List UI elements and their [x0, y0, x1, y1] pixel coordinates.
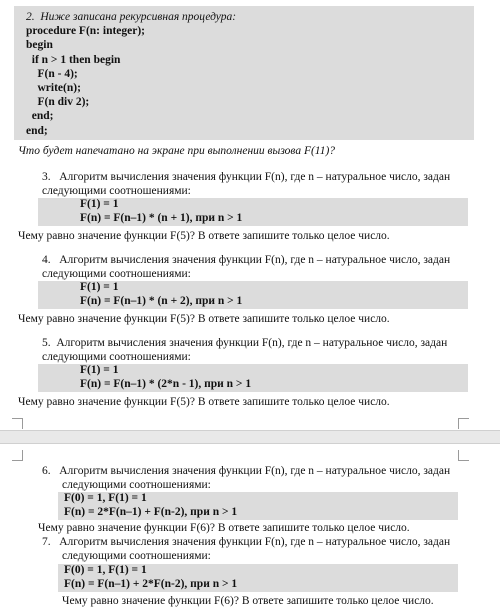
task-2-question: Что будет напечатано на экране при выполнении вызова F(11)? [18, 145, 336, 157]
formula-line: F(1) = 1 [80, 364, 119, 376]
code-line: F(n - 4); [26, 67, 78, 80]
task-3-formula-box [38, 198, 468, 226]
page-corner-mark [12, 450, 23, 461]
document-page-2 [0, 444, 500, 612]
task-3-question: Чему равно значение функции F(5)? В ответе запишите только целое число. [18, 230, 390, 242]
task-3-intro-cont: следующими соотношениями: [42, 185, 191, 197]
code-line: F(n div 2); [26, 96, 90, 109]
task-4-question: Чему равно значение функции F(5)? В ответе запишите только целое число. [18, 313, 390, 325]
formula-line: F(n) = F(n–1) * (n + 2), при n > 1 [80, 294, 243, 307]
task-7-formula-box [58, 564, 458, 592]
task-6-intro: 6. Алгоритм вычисления значения функции F(n), где n – натуральное число, задан [42, 465, 451, 477]
task-4-intro: 4. Алгоритм вычисления значения функции F(n), где n – натуральное число, задан [42, 254, 451, 266]
formula-line: F(1) = 1 [80, 281, 119, 293]
formula-line: F(n) = F(n–1) * (n + 1), при n > 1 [80, 211, 243, 224]
code-line: procedure F(n: integer); [26, 25, 146, 38]
task-6-formula-box [58, 492, 458, 520]
task-2-heading: 2. Ниже записана рекурсивная процедура: [26, 11, 237, 23]
task-7-question: Чему равно значение функции F(6)? В ответе запишите только целое число. [62, 595, 434, 607]
formula-line: F(1) = 1 [80, 198, 119, 210]
task-2-code-block [14, 6, 474, 140]
page-corner-mark [458, 450, 469, 461]
code-line: begin [26, 39, 53, 52]
task-5-intro-cont: следующими соотношениями: [42, 351, 191, 363]
task-5-question: Чему равно значение функции F(5)? В ответе запишите только целое число. [18, 396, 390, 408]
task-6-question: Чему равно значение функции F(6)? В ответе запишите только целое число. [38, 522, 410, 534]
formula-line: F(0) = 1, F(1) = 1 [64, 564, 147, 576]
formula-line: F(0) = 1, F(1) = 1 [64, 492, 147, 504]
task-4-formula-box [38, 281, 468, 309]
task-5-formula-box [38, 364, 468, 392]
task-7-intro: 7. Алгоритм вычисления значения функции F(n), где n – натуральное число, задан [42, 536, 451, 548]
task-6-intro-cont: следующими соотношениями: [62, 479, 211, 491]
page-corner-mark [12, 418, 23, 429]
page-break [0, 430, 500, 444]
task-4-intro-cont: следующими соотношениями: [42, 268, 191, 280]
formula-line: F(n) = 2*F(n–1) + F(n-2), при n > 1 [64, 505, 238, 518]
code-line: if n > 1 then begin [26, 53, 121, 66]
formula-line: F(n) = F(n–1) * (2*n - 1), при n > 1 [80, 377, 252, 390]
code-line: write(n); [26, 81, 81, 94]
code-line: end; [26, 124, 48, 137]
task-5-intro: 5. Алгоритм вычисления значения функции F(n), где n – натуральное число, задан [42, 337, 448, 349]
task-3-intro: 3. Алгоритм вычисления значения функции F(n), где n – натуральное число, задан [42, 171, 451, 183]
task-7-intro-cont: следующими соотношениями: [62, 550, 211, 562]
formula-line: F(n) = F(n–1) + 2*F(n-2), при n > 1 [64, 577, 238, 590]
page-corner-mark [458, 418, 469, 429]
code-line: end; [26, 110, 54, 123]
